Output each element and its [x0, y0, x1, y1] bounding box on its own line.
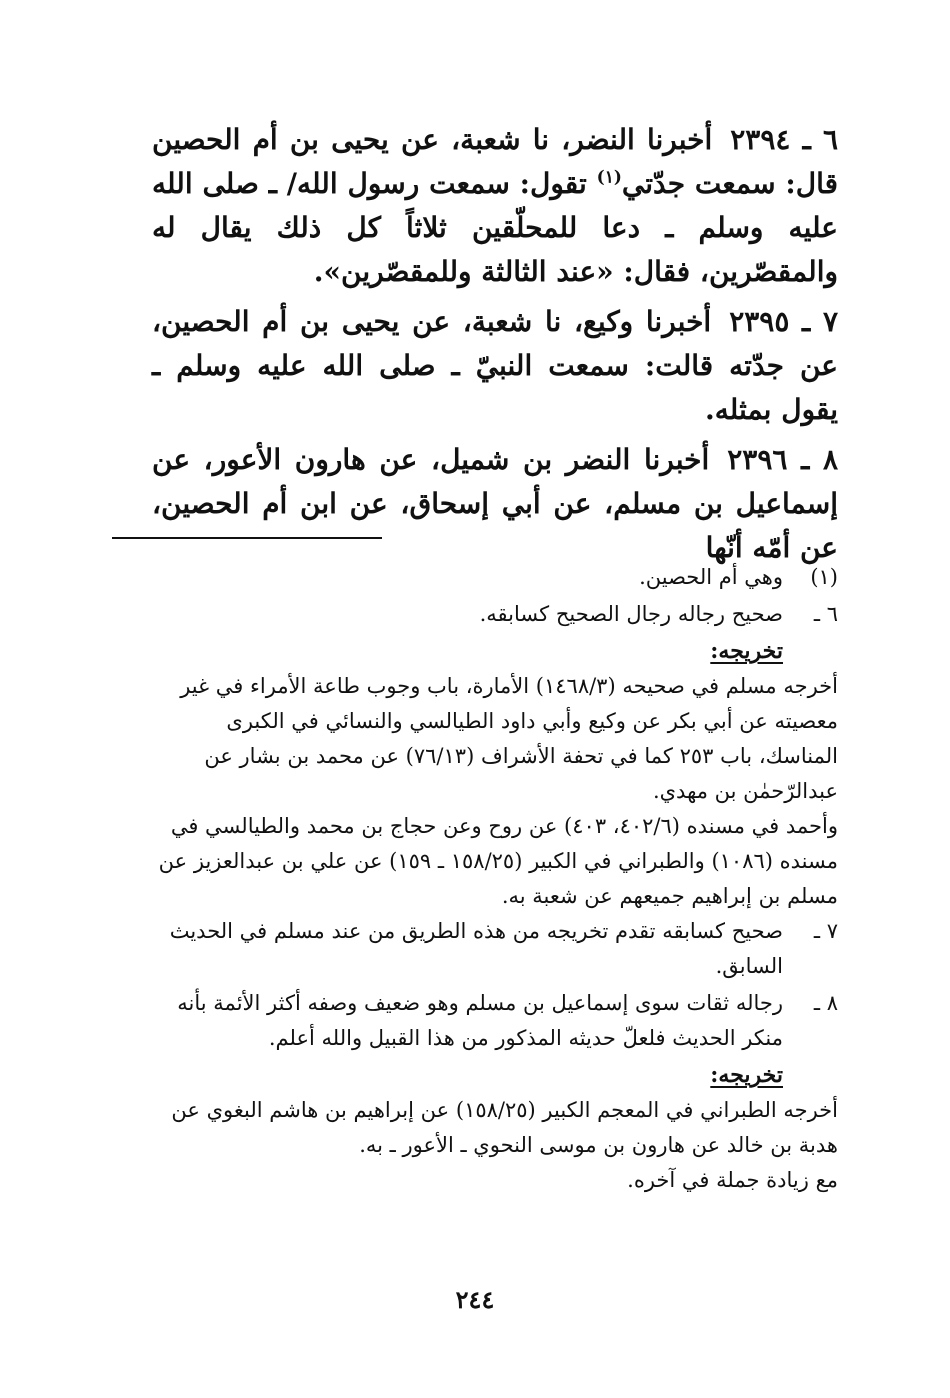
takhrij-1 [152, 669, 838, 914]
note-text: صحيح كسابقه تقدم تخريجه من هذه الطريق من عند مسلم في الحديث السابق. [169, 919, 783, 978]
hadith-text-block [152, 118, 838, 576]
note-label: ٧ ـ [813, 919, 838, 943]
hadith-2396 [152, 438, 838, 570]
note-label: ٨ ـ [813, 991, 838, 1015]
hadith-number: ٦ ـ ٢٣٩٤ [730, 123, 838, 156]
hadith-text: أخبرنا وكيع، نا شعبة، عن يحيى بن أم الحصين، عن جدّته قالت: سمعت النبيّ ـ صلى الله عليه وسلم ـ يقول بمثله. [152, 305, 838, 426]
footnote-separator [112, 537, 382, 539]
takhrij-paragraph: مع زيادة جملة في آخره. [627, 1168, 838, 1192]
note-7 [152, 914, 838, 984]
page-number: ٢٤٤ [455, 1285, 495, 1314]
takhrij-heading-1 [152, 634, 838, 669]
note-6 [152, 597, 838, 632]
note-text: صحيح رجاله رجال الصحيح كسابقه. [479, 602, 783, 626]
note-8 [152, 986, 838, 1056]
note-label: ٦ ـ [813, 602, 838, 626]
hadith-2395 [152, 300, 838, 432]
hadith-text-cont: تقول: سمعت رسول الله/ ـ صلى الله عليه وسلم ـ دعا للمحلّقين ثلاثاً كل ذلك يقال له والمقصّرين، فقال: «عند الثالثة وللمقصّرين». [152, 167, 838, 288]
takhrij-2 [152, 1093, 838, 1198]
note-text: رجاله ثقات سوى إسماعيل بن مسلم وهو ضعيف وصفه أكثر الأئمة بأنه منكر الحديث فلعلّ حديثه المذكور من هذا القبيل والله أعلم. [177, 991, 783, 1050]
footnote-ref: (١) [596, 167, 622, 188]
hadith-text: أخبرنا النضر بن شميل، عن هارون الأعور، عن إسماعيل بن مسلم، عن أبي إسحاق، عن ابن أم الحصين، عن أمّه أنّها [152, 443, 838, 564]
hadith-2394 [152, 118, 838, 294]
takhrij-paragraph: أخرجه مسلم في صحيحه (١٤٦٨/٣) الأمارة، باب وجوب طاعة الأمراء في غير معصيته عن أبي بكر عن وكيع وأبي داود الطيالسي والنسائي في الكبرى المناسك، باب ٢٥٣ كما في تحفة الأشراف (٧٦/١٣) عن محمد بن بشار عن عبدالرّحمٰن بن مهدي. [180, 674, 838, 803]
hadith-number: ٨ ـ ٢٣٩٦ [727, 443, 838, 476]
takhrij-heading-2 [152, 1058, 838, 1093]
takhrij-paragraph: أخرجه الطبراني في المعجم الكبير (١٥٨/٢٥) عن إبراهيم بن هاشم البغوي عن هدبة بن خالد عن هارون بن موسى النحوي ـ الأعور ـ به. [171, 1098, 838, 1157]
note-text: وهي أم الحصين. [639, 565, 783, 589]
hadith-text: أخبرنا النضر، نا شعبة، عن يحيى بن أم الحصين قال: سمعت جدّتي [152, 123, 838, 200]
section-heading: تخريجه: [710, 638, 783, 664]
section-heading: تخريجه: [710, 1062, 783, 1088]
hadith-number: ٧ ـ ٢٣٩٥ [729, 305, 838, 338]
footnote-1 [152, 560, 838, 595]
footnotes [152, 560, 838, 1198]
note-label: (١) [810, 565, 838, 589]
takhrij-paragraph: وأحمد في مسنده (٤٠٢/٦، ٤٠٣) عن روح وعن حجاج بن محمد والطيالسي في مسنده (١٠٨٦) والطبراني في الكبير (١٥٨/٢٥ ـ ١٥٩) عن علي بن عبدالعزيز عن مسلم بن إبراهيم جميعهم عن شعبة به. [158, 814, 838, 908]
